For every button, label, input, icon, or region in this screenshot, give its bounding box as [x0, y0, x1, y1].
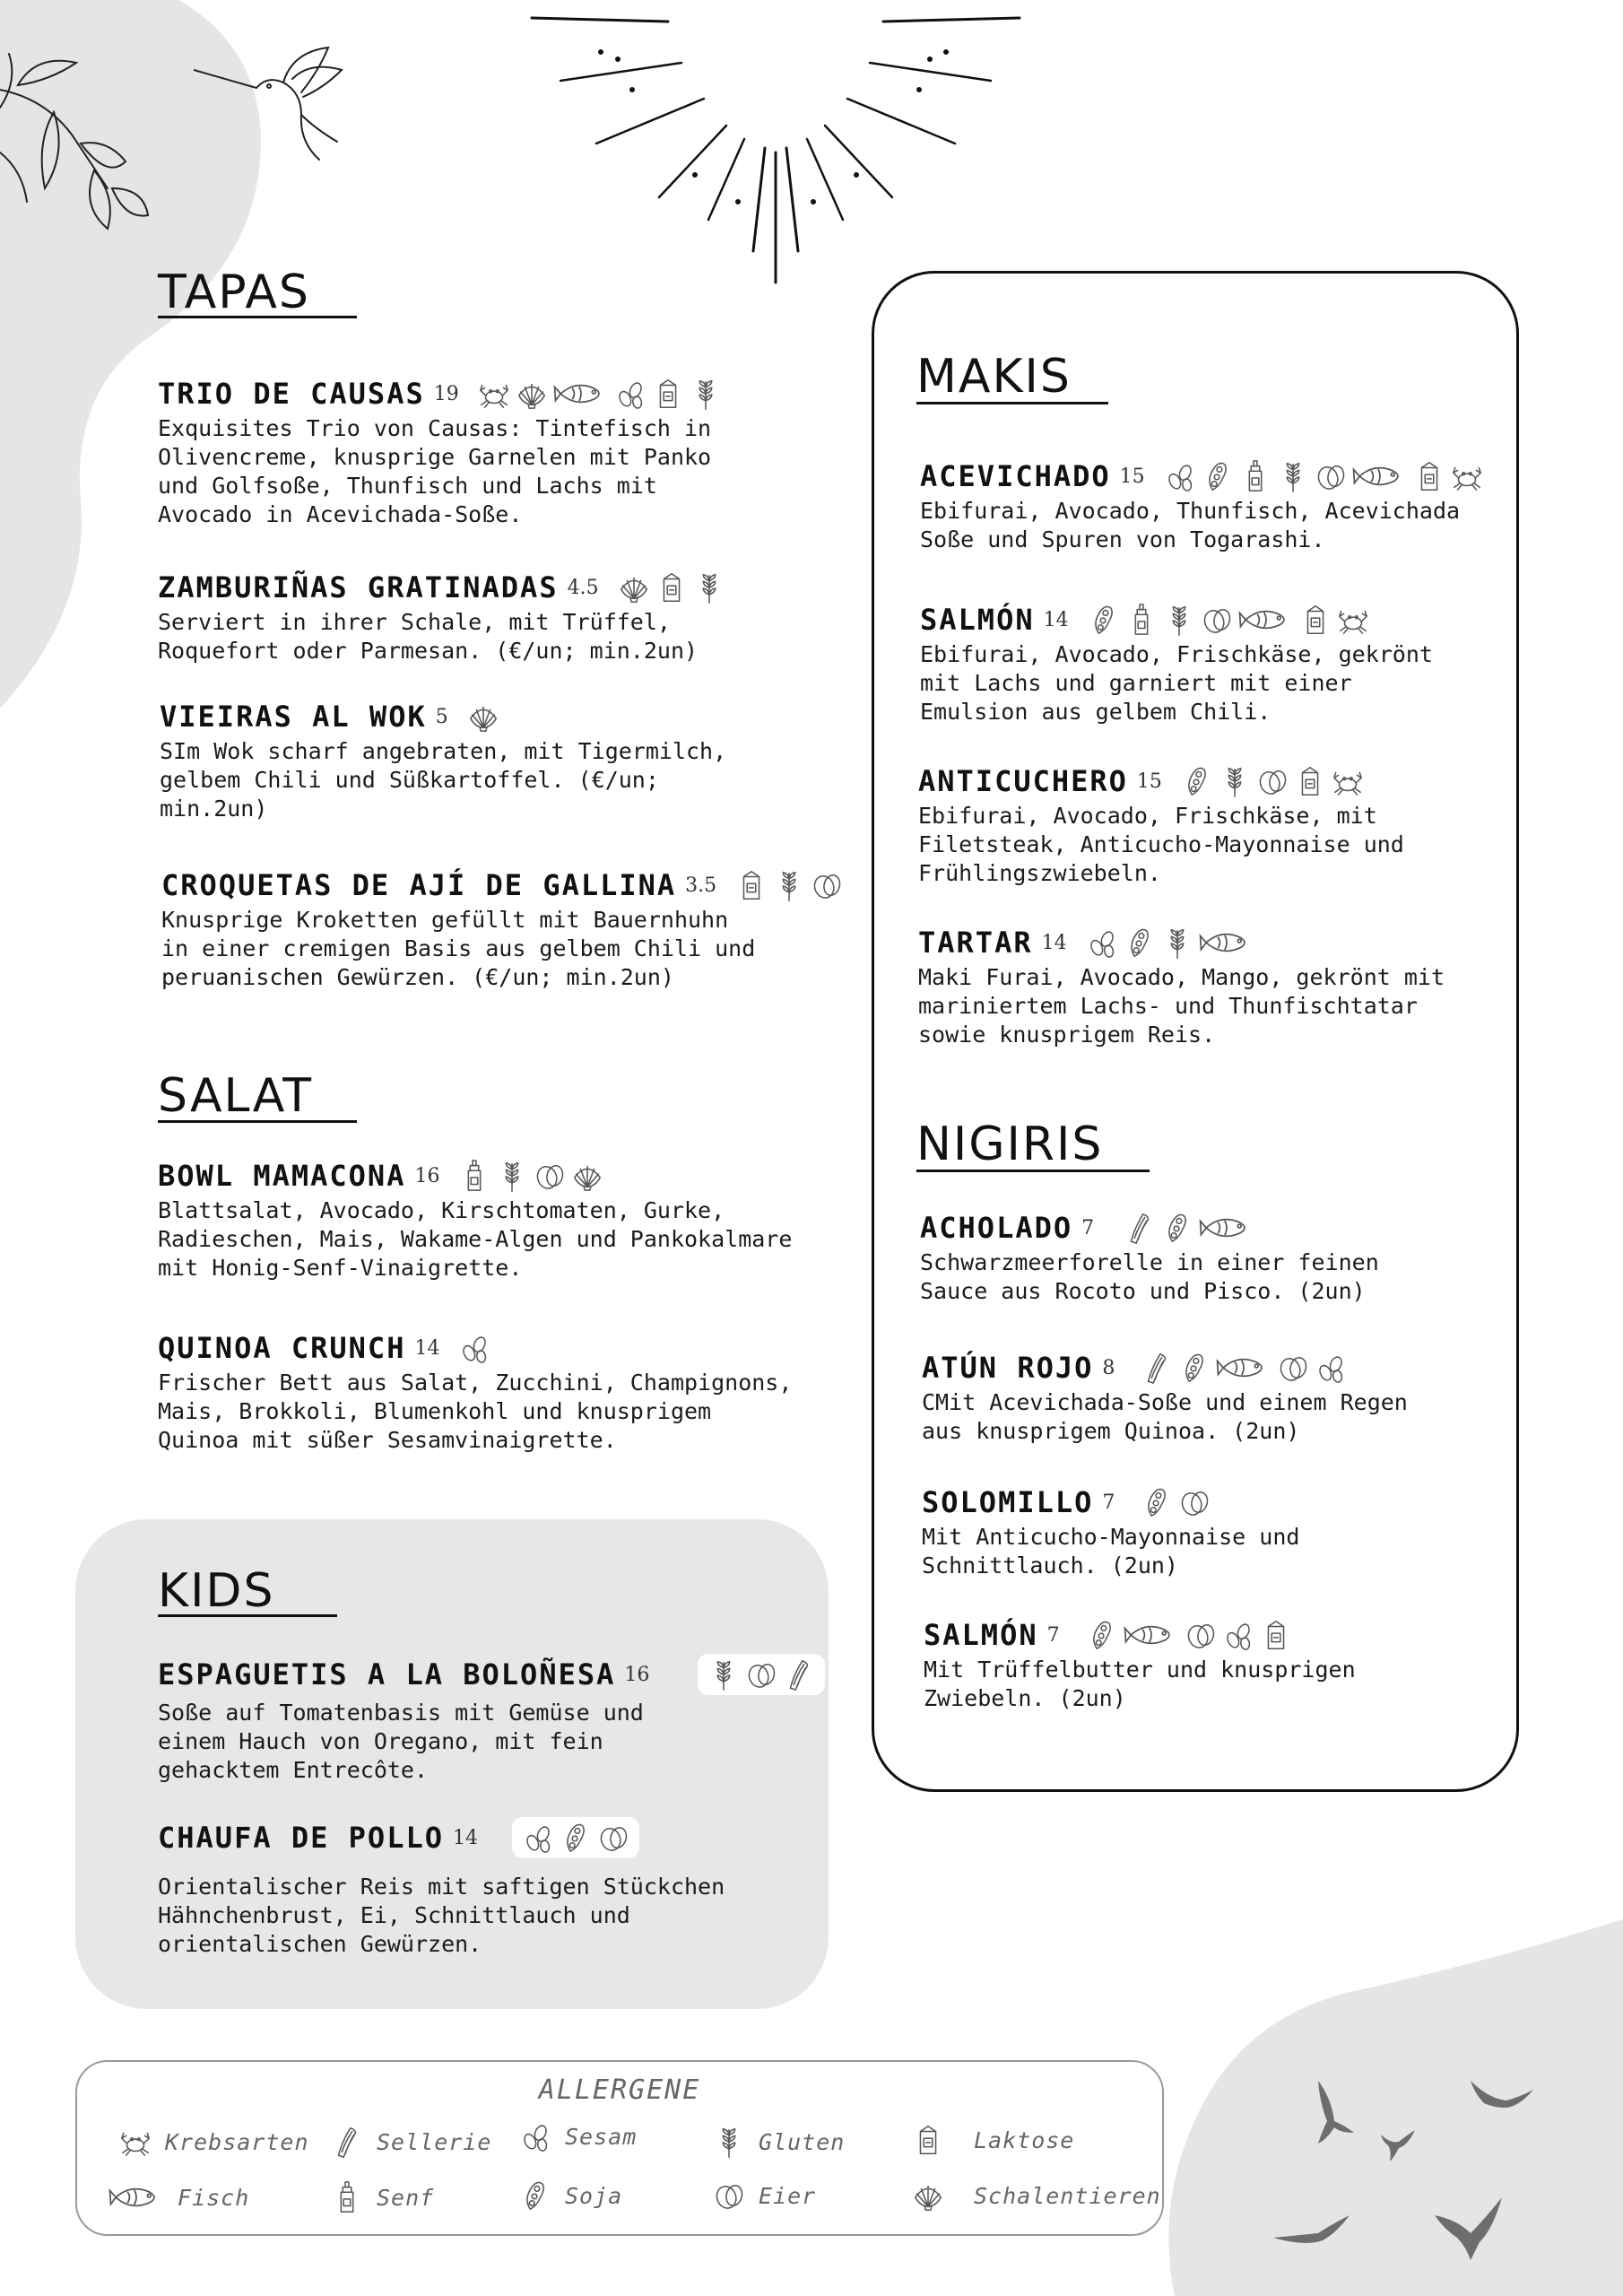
mustard-bottle-icon: [1238, 459, 1272, 493]
legend-item-krebsarten: [118, 2125, 309, 2159]
dish-name: ACHOLADO: [920, 1211, 1073, 1245]
shell-icon: [911, 2179, 945, 2213]
celery-icon: [1140, 1351, 1174, 1385]
section-title-salat: SALAT: [158, 1069, 314, 1123]
dish-price: 14: [1043, 608, 1069, 631]
shell-icon: [570, 1159, 604, 1193]
dish-price: 5: [435, 705, 448, 728]
wheat-icon: [1160, 926, 1194, 960]
soy-bean-icon: [559, 1821, 593, 1855]
title-underline: [158, 1614, 337, 1617]
title-underline: [916, 1170, 1150, 1172]
legend-item-schalentieren: [911, 2179, 1161, 2213]
soy-bean-icon: [1180, 764, 1214, 798]
allergen-legend: [75, 2060, 1164, 2236]
legend-label: Sellerie: [377, 2128, 492, 2155]
legend-label: Sesam: [565, 2123, 638, 2150]
dish-description: Exquisites Trio von Causas: Tintefisch in Olivencreme, knusprige Garnelen mit Panko und Golfsoße, Thunfisch und Lachs mit Avocado in Acevichada-Soße.: [158, 415, 712, 527]
dish-name: TRIO DE CAUSAS: [158, 377, 425, 411]
dish-price: 14: [414, 1336, 440, 1360]
shell-icon: [617, 570, 651, 604]
egg-icon: [712, 2179, 746, 2213]
dish-salmon-nigiri: [924, 1618, 1356, 1713]
soy-bean-icon: [1087, 603, 1121, 637]
soy-bean-icon: [1140, 1485, 1174, 1519]
dish-name: VIEIRAS AL WOK: [160, 700, 427, 734]
dish-acholado: [920, 1211, 1379, 1306]
flying-birds-illustration: [1264, 2063, 1560, 2269]
egg-icon: [744, 1657, 778, 1692]
dish-price: 19: [433, 382, 459, 405]
allergen-icons: [734, 868, 844, 902]
dish-acevichado: [920, 459, 1484, 554]
dish-price: 14: [452, 1826, 478, 1849]
allergen-icons: [1087, 603, 1370, 637]
wheat-icon: [692, 570, 726, 604]
sesame-icon: [613, 377, 647, 411]
dish-price: 8: [1102, 1356, 1115, 1379]
hummingbird-illustration: [194, 43, 364, 169]
wheat-icon: [1276, 459, 1310, 493]
egg-icon: [1276, 1351, 1310, 1385]
wheat-icon: [772, 868, 806, 902]
soy-bean-icon: [1085, 1618, 1119, 1652]
allergen-icons: [1163, 459, 1484, 493]
dish-description: Mit Trüffelbutter und knusprigen Zwiebeln. (2un): [924, 1657, 1356, 1711]
fish-icon: [1123, 1618, 1180, 1652]
dish-description: Frischer Bett aus Salat, Zucchini, Champignons, Mais, Brokkoli, Blumenkohl und knusprigem Quinoa mit süßer Sesamvinaigrette.: [158, 1370, 793, 1453]
allergen-icons: [1140, 1485, 1211, 1519]
dish-price: 4.5: [567, 576, 599, 599]
dish-price: 16: [624, 1663, 650, 1686]
egg-icon: [596, 1821, 630, 1855]
dish-name: TARTAR: [918, 926, 1033, 960]
allergen-icons: [617, 570, 726, 604]
allergen-icons: [1085, 1618, 1293, 1652]
section-title-kids: KIDS: [158, 1564, 275, 1618]
milk-carton-icon: [651, 377, 685, 411]
dish-solomillo: [922, 1485, 1299, 1580]
fish-icon: [1351, 459, 1409, 493]
fish-icon: [1237, 603, 1295, 637]
dish-price: 14: [1041, 931, 1067, 954]
allergen-icons: [477, 377, 723, 411]
section-title-tapas: TAPAS: [158, 265, 310, 319]
allergen-icons: [512, 1817, 639, 1858]
milk-carton-icon: [655, 570, 689, 604]
fish-icon: [1198, 1211, 1255, 1245]
soy-bean-icon: [1160, 1211, 1194, 1245]
mustard-bottle-icon: [457, 1159, 491, 1193]
soy-bean-icon: [1201, 459, 1235, 493]
wheat-icon: [689, 377, 723, 411]
legend-item-soja: [518, 2179, 622, 2213]
sesame-icon: [1163, 459, 1197, 493]
dish-description: Ebifurai, Avocado, Thunfisch, Acevichada Soße und Spuren von Togarashi.: [920, 498, 1461, 552]
dish-description: Ebifurai, Avocado, Frischkäse, mit Filetsteak, Anticucho-Mayonnaise und Frühlingszwiebeln.: [918, 803, 1404, 886]
title-underline: [158, 316, 357, 318]
crab-icon: [1331, 764, 1365, 798]
egg-icon: [1314, 459, 1348, 493]
dish-anticuchero: [918, 764, 1404, 888]
allergen-icons: [1085, 926, 1255, 960]
flower-branch-illustration: [0, 36, 152, 233]
dish-name: ZAMBURIÑAS GRATINADAS: [158, 570, 559, 604]
allergen-icons: [1180, 764, 1365, 798]
legend-item-fisch: [108, 2180, 249, 2214]
section-title-makis: MAKIS: [916, 350, 1072, 404]
sesame-icon: [1221, 1618, 1255, 1652]
milk-carton-icon: [734, 868, 768, 902]
dish-price: 7: [1102, 1491, 1115, 1514]
sesame-icon: [521, 1821, 555, 1855]
crab-icon: [118, 2125, 152, 2159]
dish-description: Ebifurai, Avocado, Frischkäse, gekrönt mit Lachs und garniert mit einer Emulsion aus gelbem Chili.: [920, 641, 1433, 725]
legend-label: Eier: [759, 2182, 817, 2209]
shell-icon: [515, 377, 549, 411]
allergen-icons: [698, 1654, 825, 1695]
legend-label: Gluten: [759, 2128, 846, 2155]
soy-bean-icon: [1177, 1351, 1211, 1385]
dish-espaguetis-a-la-bolonesa: [158, 1654, 825, 1785]
dish-name: CHAUFA DE POLLO: [158, 1821, 444, 1855]
egg-icon: [1177, 1485, 1211, 1519]
egg-icon: [533, 1159, 567, 1193]
wheat-icon: [712, 2125, 746, 2159]
soy-bean-icon: [1123, 926, 1157, 960]
sesame-icon: [518, 2119, 552, 2153]
dish-vieiras-al-wok: [160, 700, 726, 823]
sesame-icon: [1314, 1351, 1348, 1385]
section-title-nigiris: NIGIRIS: [916, 1118, 1104, 1171]
dish-salmon-maki: [920, 603, 1433, 726]
title-underline: [916, 402, 1108, 404]
celery-icon: [782, 1657, 816, 1692]
dish-price: 7: [1046, 1623, 1060, 1647]
allergen-icons: [457, 1331, 491, 1365]
dish-quinoa-crunch: [158, 1331, 792, 1455]
legend-label: Fisch: [178, 2184, 250, 2211]
legend-label: Krebsarten: [165, 2128, 309, 2155]
dish-atun-rojo: [922, 1351, 1408, 1446]
dish-zamburinas-gratinadas: [158, 570, 726, 665]
allergen-icons: [1123, 1211, 1255, 1245]
legend-item-sesam: [518, 2119, 637, 2153]
dish-description: Schwarzmeerforelle in einer feinen Sauce aus Rocoto und Pisco. (2un): [920, 1249, 1379, 1304]
dish-name: BOWL MAMACONA: [158, 1159, 406, 1193]
dish-description: Serviert in ihrer Schale, mit Trüffel, Roquefort oder Parmesan. (€/un; min.2un): [158, 609, 699, 664]
fish-icon: [1215, 1351, 1272, 1385]
egg-icon: [1184, 1618, 1218, 1652]
milk-carton-icon: [1293, 764, 1327, 798]
dish-description: Soße auf Tomatenbasis mit Gemüse und einem Hauch von Oregano, mit fein gehacktem Entrecôte.: [158, 1700, 644, 1783]
dish-name: SALMÓN: [924, 1618, 1038, 1652]
milk-carton-icon: [1412, 459, 1446, 493]
sesame-icon: [457, 1331, 491, 1365]
egg-icon: [810, 868, 844, 902]
dish-bowl-mamacona: [158, 1159, 792, 1283]
dish-name: CROQUETAS DE AJÍ DE GALLINA: [161, 868, 677, 902]
dish-name: SOLOMILLO: [922, 1485, 1094, 1519]
dish-name: ATÚN ROJO: [922, 1351, 1094, 1385]
legend-item-sellerie: [330, 2125, 491, 2159]
legend-title: ALLERGENE: [538, 2074, 701, 2106]
allergen-icons: [457, 1159, 604, 1193]
dish-price: 7: [1081, 1216, 1095, 1239]
legend-label: Soja: [565, 2182, 623, 2209]
legend-item-eier: [712, 2179, 816, 2213]
mustard-bottle-icon: [330, 2180, 364, 2214]
crab-icon: [477, 377, 511, 411]
legend-label: Schalentieren: [974, 2182, 1161, 2209]
fish-icon: [552, 377, 610, 411]
wheat-icon: [1218, 764, 1252, 798]
dish-price: 16: [414, 1164, 440, 1187]
dish-price: 3.5: [685, 874, 717, 897]
wheat-icon: [495, 1159, 529, 1193]
fish-icon: [1198, 926, 1255, 960]
dish-chaufa-de-pollo: [158, 1817, 725, 1959]
wheat-icon: [1162, 603, 1196, 637]
dish-name: ANTICUCHERO: [918, 764, 1128, 798]
legend-item-laktose: [911, 2123, 1074, 2157]
dish-croquetas-de-aji-de-gallina: [161, 868, 844, 992]
legend-item-senf: [330, 2180, 434, 2214]
wheat-icon: [707, 1657, 741, 1692]
dish-name: QUINOA CRUNCH: [158, 1331, 406, 1365]
legend-item-gluten: [712, 2125, 845, 2159]
soy-bean-icon: [518, 2179, 552, 2213]
dish-tartar: [918, 926, 1445, 1049]
egg-icon: [1255, 764, 1289, 798]
dish-description: Maki Furai, Avocado, Mango, gekrönt mit mariniertem Lachs- und Thunfischtatar sowie knusprigem Reis.: [918, 964, 1445, 1048]
fish-icon: [108, 2180, 165, 2214]
egg-icon: [1200, 603, 1234, 637]
dish-name: SALMÓN: [920, 603, 1035, 637]
legend-label: Senf: [377, 2184, 435, 2211]
crab-icon: [1450, 459, 1484, 493]
dish-description: Knusprige Kroketten gefüllt mit Bauernhuhn in einer cremigen Basis aus gelbem Chili und peruanischen Gewürzen. (€/un; min.2un): [161, 907, 756, 990]
title-underline: [158, 1120, 357, 1123]
shell-icon: [466, 700, 500, 734]
milk-carton-icon: [911, 2123, 945, 2157]
dish-description: SIm Wok scharf angebraten, mit Tigermilch, gelbem Chili und Süßkartoffel. (€/un; min.2un): [160, 738, 727, 822]
dish-price: 15: [1136, 770, 1162, 793]
dish-description: Blattsalat, Avocado, Kirschtomaten, Gurke, Radieschen, Mais, Wakame-Algen und Pankokalmare mit Honig-Senf-Vinaigrette.: [158, 1197, 793, 1281]
sesame-icon: [1085, 926, 1119, 960]
allergen-icons: [466, 700, 500, 734]
sunburst-illustration: [525, 0, 1027, 287]
dish-name: ESPAGUETIS A LA BOLOÑESA: [158, 1657, 616, 1692]
dish-name: ACEVICHADO: [920, 459, 1111, 493]
allergen-icons: [1140, 1351, 1348, 1385]
crab-icon: [1336, 603, 1370, 637]
celery-icon: [330, 2125, 364, 2159]
milk-carton-icon: [1298, 603, 1332, 637]
milk-carton-icon: [1259, 1618, 1293, 1652]
dish-description: Mit Anticucho-Mayonnaise und Schnittlauch. (2un): [922, 1524, 1300, 1578]
dish-price: 15: [1119, 465, 1145, 488]
dish-description: CMit Acevichada-Soße und einem Regen aus knusprigem Quinoa. (2un): [922, 1389, 1408, 1444]
dish-description: Orientalischer Reis mit saftigen Stückchen Hähnchenbrust, Ei, Schnittlauch und orientalischen Gewürzen.: [158, 1874, 725, 1957]
legend-label: Laktose: [974, 2126, 1075, 2153]
celery-icon: [1123, 1211, 1157, 1245]
mustard-bottle-icon: [1124, 603, 1159, 637]
dish-trio-de-causas: [158, 377, 723, 529]
